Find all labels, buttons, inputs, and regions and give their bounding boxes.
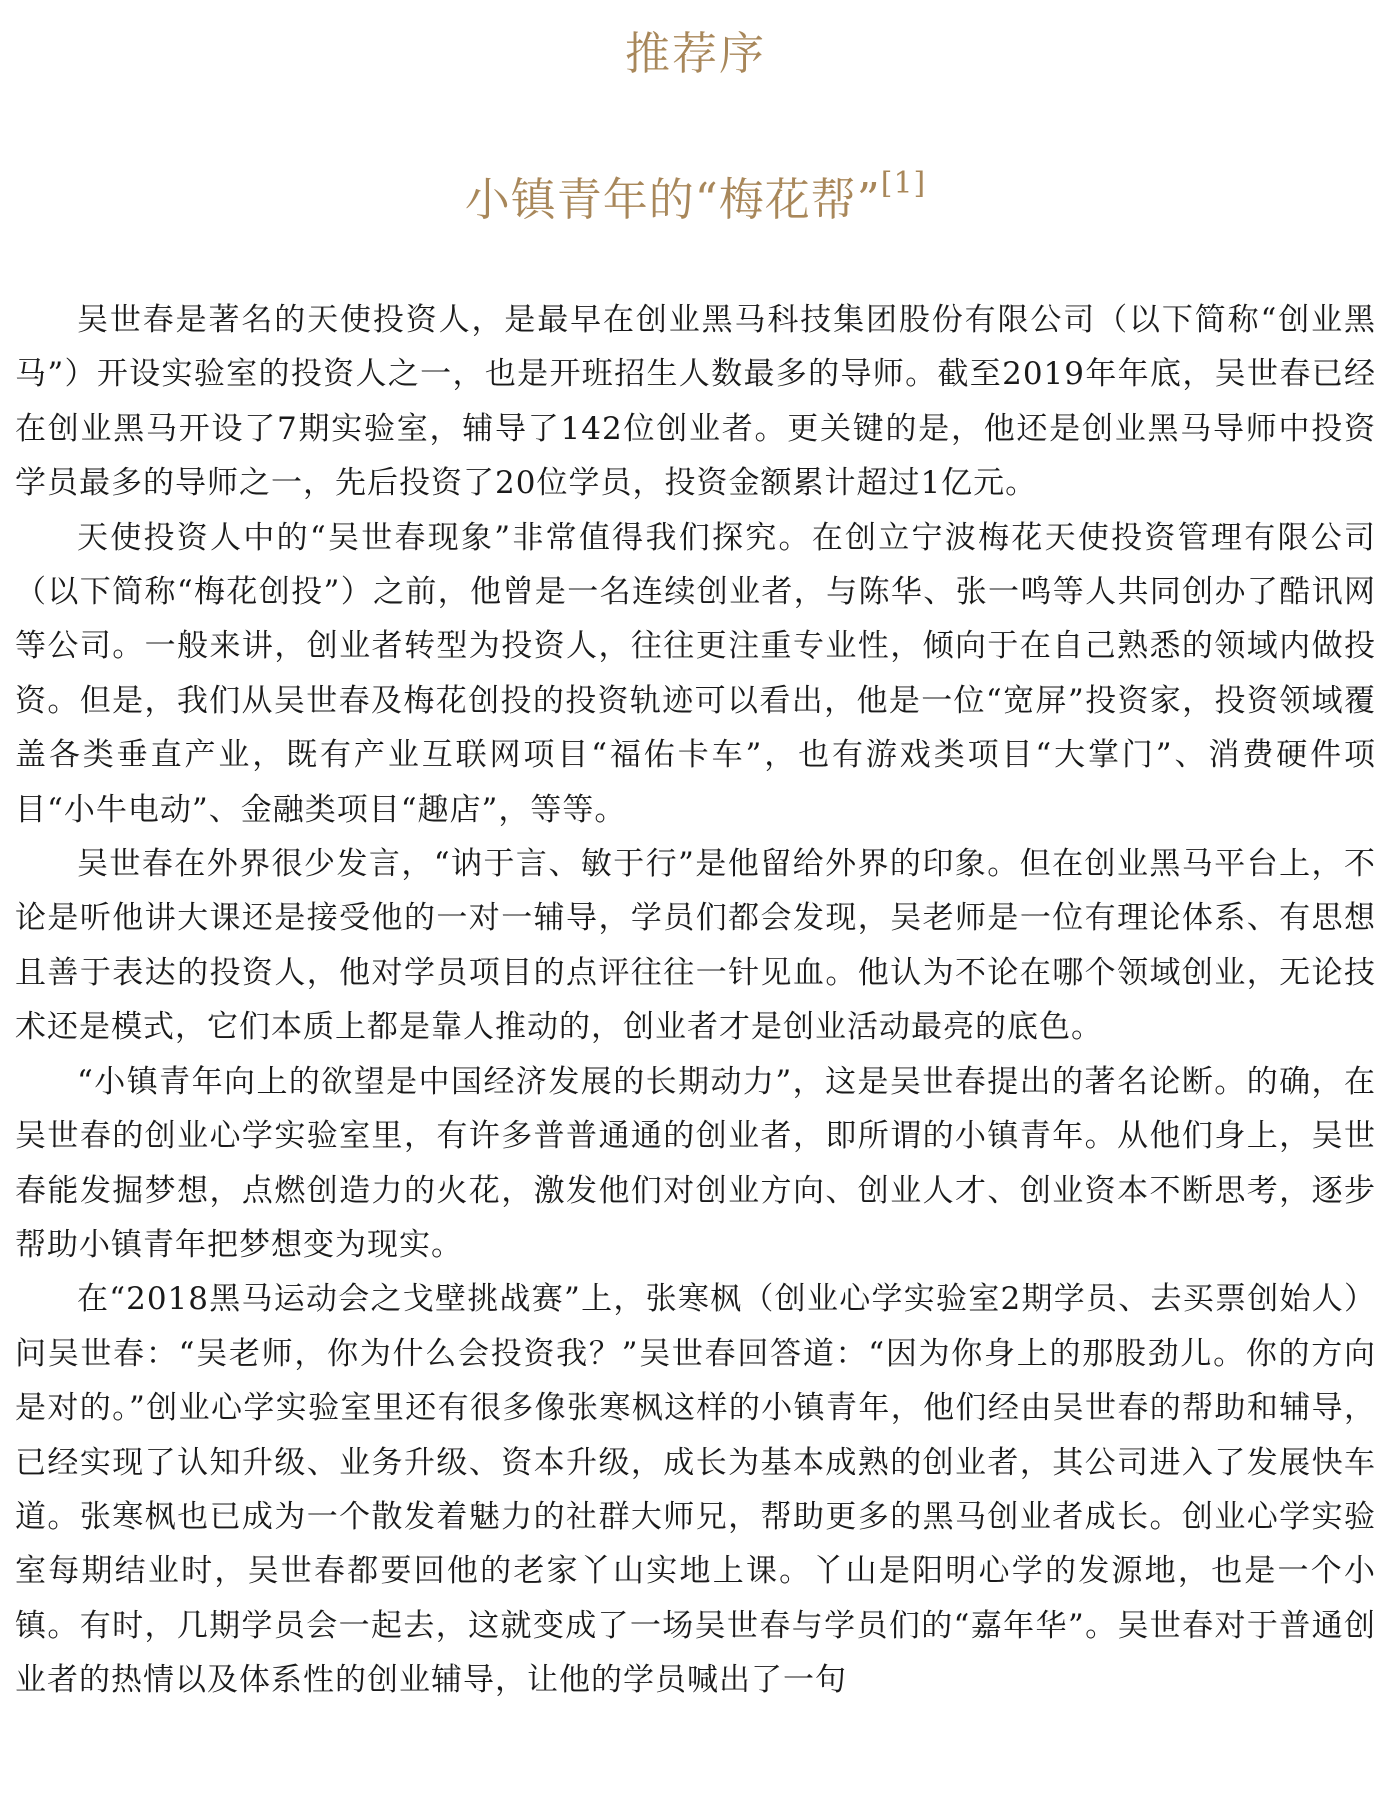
- footnote-marker[interactable]: [1]: [880, 166, 927, 201]
- paragraph-1: 吴世春是著名的天使投资人，是最早在创业黑马科技集团股份有限公司（以下简称“创业黑马”）开设实验室的投资人之一，也是开班招生人数最多的导师。截至2019年年底，吴世春已经在创业黑马开设了7期实验室，辅导了142位创业者。更关键的是，他还是创业黑马导师中投资学员最多的导师之一，先后投资了20位学员，投资金额累计超过1亿元。: [15, 302, 1376, 502]
- section-label: 推荐序: [624, 27, 766, 80]
- article-body: [15, 293, 1376, 1708]
- paragraph-5: 在“2018黑马运动会之戈壁挑战赛”上，张寒枫（创业心学实验室2期学员、去买票创始人）问吴世春：“吴老师，你为什么会投资我？”吴世春回答道：“因为你身上的那股劲儿。你的方向是对的。”创业心学实验室里还有很多像张寒枫这样的小镇青年，他们经由吴世春的帮助和辅导，已经实现了认知升级、业务升级、资本升级，成长为基本成熟的创业者，其公司进入了发展快车道。张寒枫也已成为一个散发着魅力的社群大师兄，帮助更多的黑马创业者成长。创业心学实验室每期结业时，吴世春都要回他的老家丫山实地上课。丫山是阳明心学的发源地，也是一个小镇。有时，几期学员会一起去，这就变成了一场吴世春与学员们的“嘉年华”。吴世春对于普通创业者的热情以及体系性的创业辅导，让他的学员喊出了一句: [15, 1281, 1376, 1699]
- paragraph-3: 吴世春在外界很少发言，“讷于言、敏于行”是他留给外界的印象。但在创业黑马平台上，不论是听他讲大课还是接受他的一对一辅导，学员们都会发现，吴老师是一位有理论体系、有思想且善于表达的投资人，他对学员项目的点评往往一针见血。他认为不论在哪个领域创业，无论技术还是模式，它们本质上都是靠人推动的，创业者才是创业活动最亮的底色。: [15, 846, 1376, 1046]
- article-title: [0, 168, 1391, 232]
- article-title-text: 小镇青年的“梅花帮”: [464, 173, 881, 226]
- paragraph-2: 天使投资人中的“吴世春现象”非常值得我们探究。在创立宁波梅花天使投资管理有限公司（以下简称“梅花创投”）之前，他曾是一名连续创业者，与陈华、张一鸣等人共同创办了酷讯网等公司。一般来讲，创业者转型为投资人，往往更注重专业性，倾向于在自己熟悉的领域内做投资。但是，我们从吴世春及梅花创投的投资轨迹可以看出，他是一位“宽屏”投资家，投资领域覆盖各类垂直产业，既有产业互联网项目“福佑卡车”，也有游戏类项目“大掌门”、消费硬件项目“小牛电动”、金融类项目“趣店”，等等。: [15, 519, 1376, 828]
- paragraph-4: “小镇青年向上的欲望是中国经济发展的长期动力”，这是吴世春提出的著名论断。的确，在吴世春的创业心学实验室里，有许多普普通通的创业者，即所谓的小镇青年。从他们身上，吴世春能发掘梦想，点燃创造力的火花，激发他们对创业方向、创业人才、创业资本不断思考，逐步帮助小镇青年把梦想变为现实。: [15, 1063, 1376, 1263]
